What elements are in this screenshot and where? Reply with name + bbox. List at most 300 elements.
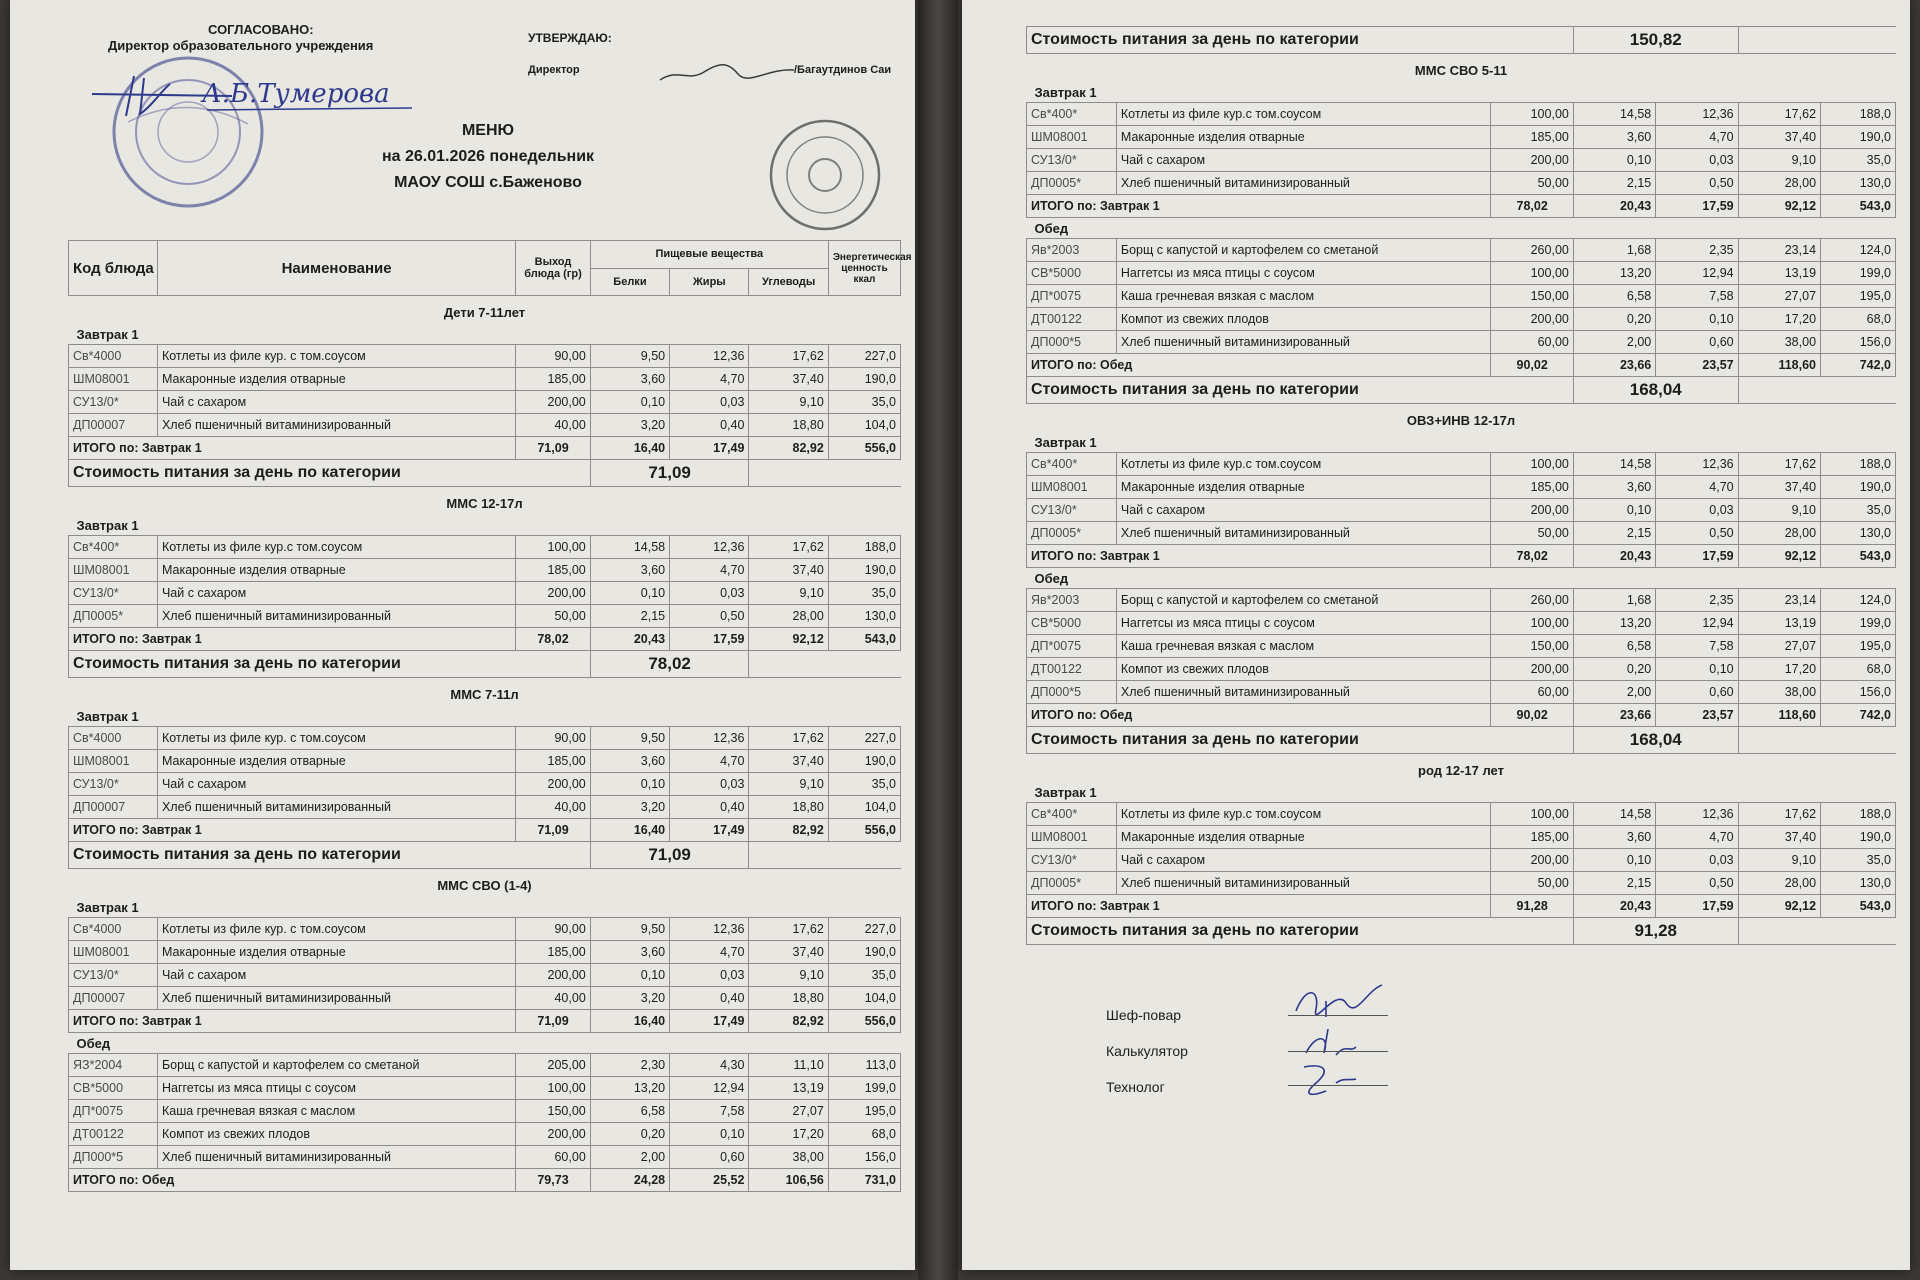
dish-carbs: 17,62 [1738,803,1820,826]
dish-energy: 68,0 [1821,308,1896,331]
dish-fats: 2,35 [1656,239,1738,262]
dish-energy: 190,0 [1821,826,1896,849]
table-row [69,987,901,1010]
meal-header-row [69,515,901,536]
dish-fats: 0,40 [670,796,749,819]
dish-energy: 190,0 [1821,476,1896,499]
total-carbs: 118,60 [1738,704,1820,727]
table-row [69,368,901,391]
dish-carbs: 37,40 [1738,126,1820,149]
dish-proteins: 0,10 [590,391,669,414]
meal-title: Завтрак 1 [1034,784,1097,800]
col-fats: Жиры [670,268,749,296]
dish-name: Наггетсы из мяса птицы с соусом [157,1077,515,1100]
menu-date: на 26.01.2026 понедельник [381,148,595,165]
dish-proteins: 1,68 [1573,589,1655,612]
table-row [69,1146,901,1169]
menu-table-right [1026,26,1896,945]
dish-fats: 0,03 [1656,499,1738,522]
cost-row [69,460,901,487]
total-proteins: 16,40 [590,437,669,460]
dish-fats: 4,70 [670,368,749,391]
total-fats: 17,59 [1656,895,1738,918]
table-row [1027,285,1896,308]
dish-energy: 190,0 [1821,126,1896,149]
table-row [1027,262,1896,285]
dish-fats: 4,70 [1656,476,1738,499]
total-proteins: 20,43 [590,628,669,651]
table-row [69,773,901,796]
dish-energy: 188,0 [1821,803,1896,826]
group-header-row [1027,54,1896,83]
dish-energy: 130,0 [828,605,900,628]
dish-fats: 12,94 [1656,262,1738,285]
dish-carbs: 17,20 [1738,308,1820,331]
dish-code: Св*4000 [69,918,158,941]
dish-fats: 0,03 [1656,849,1738,872]
dish-proteins: 2,00 [1573,331,1655,354]
dish-yield: 260,00 [1491,239,1573,262]
dish-energy: 130,0 [1821,872,1896,895]
total-row [69,1010,901,1033]
dish-name: Чай с сахаром [157,391,515,414]
total-carbs: 92,12 [1738,895,1820,918]
dish-proteins: 0,20 [1573,308,1655,331]
dish-energy: 35,0 [1821,849,1896,872]
dish-code: СВ*5000 [1027,612,1117,635]
dish-name: Наггетсы из мяса птицы с соусом [1116,262,1491,285]
dish-fats: 12,36 [670,536,749,559]
table-row [1027,849,1896,872]
dish-name: Макаронные изделия отварные [1116,826,1491,849]
cost-value: 71,09 [590,842,749,869]
total-yield: 71,09 [516,1010,591,1033]
dish-yield: 100,00 [1491,262,1573,285]
dish-proteins: 9,50 [590,345,669,368]
dish-yield: 185,00 [516,368,591,391]
dish-proteins: 3,60 [1573,476,1655,499]
dish-code: ДП000*5 [69,1146,158,1169]
meal-header-row [1027,82,1896,103]
total-carbs: 92,12 [1738,195,1820,218]
dish-fats: 4,70 [670,750,749,773]
dish-proteins: 9,50 [590,727,669,750]
dish-proteins: 2,00 [590,1146,669,1169]
dish-name: Макаронные изделия отварные [157,368,515,391]
dish-proteins: 3,20 [590,987,669,1010]
cost-row [69,651,901,678]
dish-carbs: 17,62 [749,727,828,750]
dish-carbs: 9,10 [749,773,828,796]
dish-energy: 104,0 [828,796,900,819]
total-label: ИТОГО по: Завтрак 1 [69,628,516,651]
dish-code: ДП0005* [1027,172,1117,195]
dish-name: Макаронные изделия отварные [1116,126,1491,149]
dish-code: ДП*0075 [1027,635,1117,658]
dish-proteins: 0,10 [590,773,669,796]
dish-yield: 150,00 [1491,285,1573,308]
dish-code: СВ*5000 [1027,262,1117,285]
left-page [10,0,915,1270]
dish-name: Борщ с капустой и картофелем со сметаной [157,1054,515,1077]
total-energy: 556,0 [828,819,900,842]
dish-name: Котлеты из филе кур.с том.соусом [1116,803,1491,826]
dish-fats: 4,70 [670,941,749,964]
table-row [1027,522,1896,545]
technologist-label: Технолог [1106,1079,1165,1095]
dish-name: Каша гречневая вязкая с маслом [1116,635,1491,658]
dish-code: Св*4000 [69,345,158,368]
dish-name: Макаронные изделия отварные [157,941,515,964]
round-seal-icon [768,118,883,233]
table-row [69,1077,901,1100]
dish-code: СУ13/0* [1027,849,1117,872]
meal-header-row [69,324,901,345]
dish-proteins: 0,10 [590,964,669,987]
dish-fats: 0,10 [1656,308,1738,331]
dish-code: Яв*2003 [1027,589,1117,612]
dish-fats: 0,50 [1656,522,1738,545]
total-fats: 17,59 [670,628,749,651]
agreed-signature-icon [82,66,462,126]
dish-yield: 100,00 [1491,612,1573,635]
dish-energy: 190,0 [828,750,900,773]
dish-proteins: 6,58 [590,1100,669,1123]
dish-fats: 0,03 [1656,149,1738,172]
col-nutrients: Пищевые вещества [590,241,828,269]
total-proteins: 24,28 [590,1169,669,1192]
dish-proteins: 1,68 [1573,239,1655,262]
dish-proteins: 13,20 [1573,612,1655,635]
total-energy: 543,0 [1821,545,1896,568]
dish-carbs: 9,10 [749,964,828,987]
dish-carbs: 9,10 [749,391,828,414]
dish-code: Св*400* [1027,803,1117,826]
cost-value: 71,09 [590,460,749,487]
cost-value: 78,02 [590,651,749,678]
dish-code: ДП0005* [1027,872,1117,895]
dish-yield: 200,00 [516,1123,591,1146]
dish-name: Чай с сахаром [1116,849,1491,872]
dish-code: СУ13/0* [69,964,158,987]
dish-fats: 0,50 [1656,172,1738,195]
dish-fats: 0,03 [670,773,749,796]
dish-yield: 185,00 [1491,126,1573,149]
dish-proteins: 2,15 [1573,872,1655,895]
dish-energy: 156,0 [1821,331,1896,354]
dish-energy: 188,0 [1821,103,1896,126]
cost-spacer [749,460,901,487]
table-row [1027,803,1896,826]
cost-value: 168,04 [1573,727,1738,754]
table-row [1027,681,1896,704]
dish-yield: 90,00 [516,918,591,941]
top-cost-value: 150,82 [1573,27,1738,54]
total-proteins: 23,66 [1573,704,1655,727]
dish-proteins: 3,60 [1573,126,1655,149]
dish-proteins: 14,58 [590,536,669,559]
approve-name: /Багаутдинов Саи [794,64,892,76]
dish-proteins: 6,58 [1573,635,1655,658]
total-carbs: 82,92 [749,819,828,842]
approve-role: Директор [528,64,580,76]
total-yield: 90,02 [1491,704,1573,727]
total-row [69,819,901,842]
dish-code: ДП00007 [69,987,158,1010]
dish-code: ДП0005* [69,605,158,628]
dish-yield: 200,00 [1491,499,1573,522]
dish-name: Борщ с капустой и картофелем со сметаной [1116,239,1491,262]
dish-energy: 190,0 [828,941,900,964]
dish-carbs: 28,00 [1738,522,1820,545]
dish-yield: 100,00 [516,536,591,559]
dish-energy: 104,0 [828,987,900,1010]
dish-carbs: 17,62 [749,345,828,368]
table-row [1027,239,1896,262]
dish-proteins: 0,10 [590,582,669,605]
dish-name: Каша гречневая вязкая с маслом [157,1100,515,1123]
dish-fats: 12,36 [670,727,749,750]
dish-energy: 190,0 [828,368,900,391]
dish-energy: 68,0 [1821,658,1896,681]
dish-fats: 4,30 [670,1054,749,1077]
dish-code: ДП00007 [69,414,158,437]
table-row [69,918,901,941]
group-title: ММС СВО 5-11 [1414,62,1508,78]
dish-energy: 195,0 [1821,285,1896,308]
dish-yield: 100,00 [516,1077,591,1100]
total-carbs: 92,12 [749,628,828,651]
total-carbs: 82,92 [749,1010,828,1033]
table-row [69,796,901,819]
technologist-signature-icon [1286,1057,1396,1097]
dish-yield: 200,00 [1491,849,1573,872]
dish-yield: 150,00 [516,1100,591,1123]
total-row [69,628,901,651]
cost-label: Стоимость питания за день по категории [69,651,591,678]
dish-name: Котлеты из филе кур. с том.соусом [157,727,515,750]
dish-code: ШМ08001 [69,368,158,391]
school-name: МАОУ СОШ с.Баженово [394,174,582,191]
dish-code: ЯЗ*2004 [69,1054,158,1077]
dish-code: Яв*2003 [1027,239,1117,262]
dish-code: СУ13/0* [69,773,158,796]
top-cost-label: Стоимость питания за день по категории [1027,27,1574,54]
total-fats: 23,57 [1656,354,1738,377]
dish-code: ШМ08001 [1027,476,1117,499]
dish-name: Котлеты из филе кур.с том.соусом [1116,453,1491,476]
dish-code: Св*400* [1027,103,1117,126]
dish-energy: 113,0 [828,1054,900,1077]
calculator-label: Калькулятор [1106,1043,1188,1059]
total-label: ИТОГО по: Обед [1027,354,1491,377]
table-row [1027,589,1896,612]
table-row [69,582,901,605]
group-title: род 12-17 лет [1418,762,1504,778]
total-proteins: 20,43 [1573,545,1655,568]
dish-proteins: 0,10 [1573,499,1655,522]
dish-carbs: 27,07 [1738,635,1820,658]
dish-name: Хлеб пшеничный витаминизированный [1116,872,1491,895]
dish-code: ДТ00122 [69,1123,158,1146]
dish-code: ДТ00122 [1027,658,1117,681]
dish-carbs: 27,07 [1738,285,1820,308]
agreed-title: СОГЛАСОВАНО: [208,22,314,37]
dish-name: Хлеб пшеничный витаминизированный [157,414,515,437]
dish-name: Борщ с капустой и картофелем со сметаной [1116,589,1491,612]
dish-name: Чай с сахаром [1116,499,1491,522]
dish-code: ДТ00122 [1027,308,1117,331]
total-yield: 78,02 [1491,545,1573,568]
dish-carbs: 17,62 [749,918,828,941]
dish-name: Макаронные изделия отварные [157,750,515,773]
total-label: ИТОГО по: Обед [1027,704,1491,727]
total-energy: 731,0 [828,1169,900,1192]
total-carbs: 92,12 [1738,545,1820,568]
total-row [1027,704,1896,727]
dish-yield: 100,00 [1491,453,1573,476]
dish-fats: 7,58 [1656,285,1738,308]
table-row [1027,499,1896,522]
total-label: ИТОГО по: Завтрак 1 [1027,195,1491,218]
dish-proteins: 3,60 [590,368,669,391]
dish-proteins: 13,20 [590,1077,669,1100]
dish-yield: 100,00 [1491,103,1573,126]
table-row [69,727,901,750]
total-energy: 543,0 [1821,195,1896,218]
meal-header-row [69,706,901,727]
dish-name: Чай с сахаром [157,964,515,987]
dish-energy: 190,0 [828,559,900,582]
meal-title: Завтрак 1 [1034,434,1097,450]
total-carbs: 106,56 [749,1169,828,1192]
dish-yield: 40,00 [516,987,591,1010]
table-row [69,536,901,559]
technologist-sign-line [1288,1085,1388,1086]
dish-code: СУ13/0* [69,391,158,414]
dish-code: ШМ08001 [1027,126,1117,149]
table-row [1027,476,1896,499]
dish-name: Хлеб пшеничный витаминизированный [1116,172,1491,195]
col-carbs: Углеводы [749,268,828,296]
dish-proteins: 3,20 [590,414,669,437]
table-row [1027,635,1896,658]
total-energy: 556,0 [828,437,900,460]
table-row [1027,826,1896,849]
dish-yield: 60,00 [1491,681,1573,704]
total-label: ИТОГО по: Завтрак 1 [1027,545,1491,568]
dish-energy: 156,0 [828,1146,900,1169]
dish-yield: 260,00 [1491,589,1573,612]
total-fats: 17,49 [670,819,749,842]
dish-proteins: 14,58 [1573,103,1655,126]
col-energy: Энергетическая ценность ккал [828,241,900,296]
meal-title: Завтрак 1 [76,708,139,724]
cost-row [1027,377,1896,404]
table-row [1027,453,1896,476]
dish-energy: 227,0 [828,727,900,750]
group-header-row [1027,404,1896,433]
dish-carbs: 27,07 [749,1100,828,1123]
dish-carbs: 9,10 [1738,849,1820,872]
total-energy: 742,0 [1821,704,1896,727]
dish-code: ДП00007 [69,796,158,819]
dish-energy: 227,0 [828,918,900,941]
table-row [1027,612,1896,635]
total-fats: 17,59 [1656,195,1738,218]
total-label: ИТОГО по: Завтрак 1 [1027,895,1491,918]
table-row [69,559,901,582]
dish-code: СУ13/0* [1027,499,1117,522]
cost-label: Стоимость питания за день по категории [1027,377,1574,404]
meal-header-row [1027,432,1896,453]
table-row [69,1123,901,1146]
dish-energy: 68,0 [828,1123,900,1146]
total-energy: 742,0 [1821,354,1896,377]
total-row [1027,354,1896,377]
table-row [69,1100,901,1123]
dish-name: Хлеб пшеничный витаминизированный [157,987,515,1010]
dish-carbs: 37,40 [1738,476,1820,499]
dish-proteins: 0,10 [1573,849,1655,872]
dish-yield: 50,00 [1491,172,1573,195]
meal-header-row [1027,568,1896,589]
cost-spacer [1738,727,1895,754]
dish-proteins: 14,58 [1573,803,1655,826]
dish-code: ДП000*5 [1027,681,1117,704]
dish-name: Хлеб пшеничный витаминизированный [1116,331,1491,354]
dish-proteins: 3,60 [590,750,669,773]
dish-name: Хлеб пшеничный витаминизированный [157,605,515,628]
meal-header-row [1027,782,1896,803]
dish-name: Компот из свежих плодов [1116,658,1491,681]
dish-energy: 130,0 [1821,522,1896,545]
dish-proteins: 2,15 [1573,522,1655,545]
agreed-role: Директор образовательного учреждения [108,38,374,53]
total-row [1027,895,1896,918]
group-header-row [69,487,901,516]
dish-fats: 2,35 [1656,589,1738,612]
dish-code: ДП*0075 [1027,285,1117,308]
agreed-signature-text: А.Б.Тумерова [202,79,390,109]
col-code: Код блюда [69,241,158,296]
dish-fats: 12,36 [670,345,749,368]
dish-carbs: 37,40 [749,559,828,582]
group-title: ММС 7-11л [450,686,519,702]
dish-yield: 200,00 [1491,308,1573,331]
dish-yield: 200,00 [516,964,591,987]
dish-proteins: 3,60 [590,941,669,964]
total-yield: 71,09 [516,819,591,842]
dish-yield: 50,00 [1491,522,1573,545]
dish-fats: 4,70 [1656,126,1738,149]
menu-title: МЕНЮ [461,122,515,139]
dish-proteins: 14,58 [1573,453,1655,476]
group-header-row [69,678,901,707]
dish-code: СУ13/0* [69,582,158,605]
dish-energy: 35,0 [1821,149,1896,172]
dish-fats: 0,03 [670,964,749,987]
dish-carbs: 17,62 [1738,453,1820,476]
dish-carbs: 38,00 [1738,331,1820,354]
total-fats: 17,49 [670,1010,749,1033]
dish-proteins: 9,50 [590,918,669,941]
dish-fats: 0,03 [670,582,749,605]
total-proteins: 23,66 [1573,354,1655,377]
dish-carbs: 18,80 [749,414,828,437]
dish-proteins: 2,30 [590,1054,669,1077]
table-row [1027,149,1896,172]
